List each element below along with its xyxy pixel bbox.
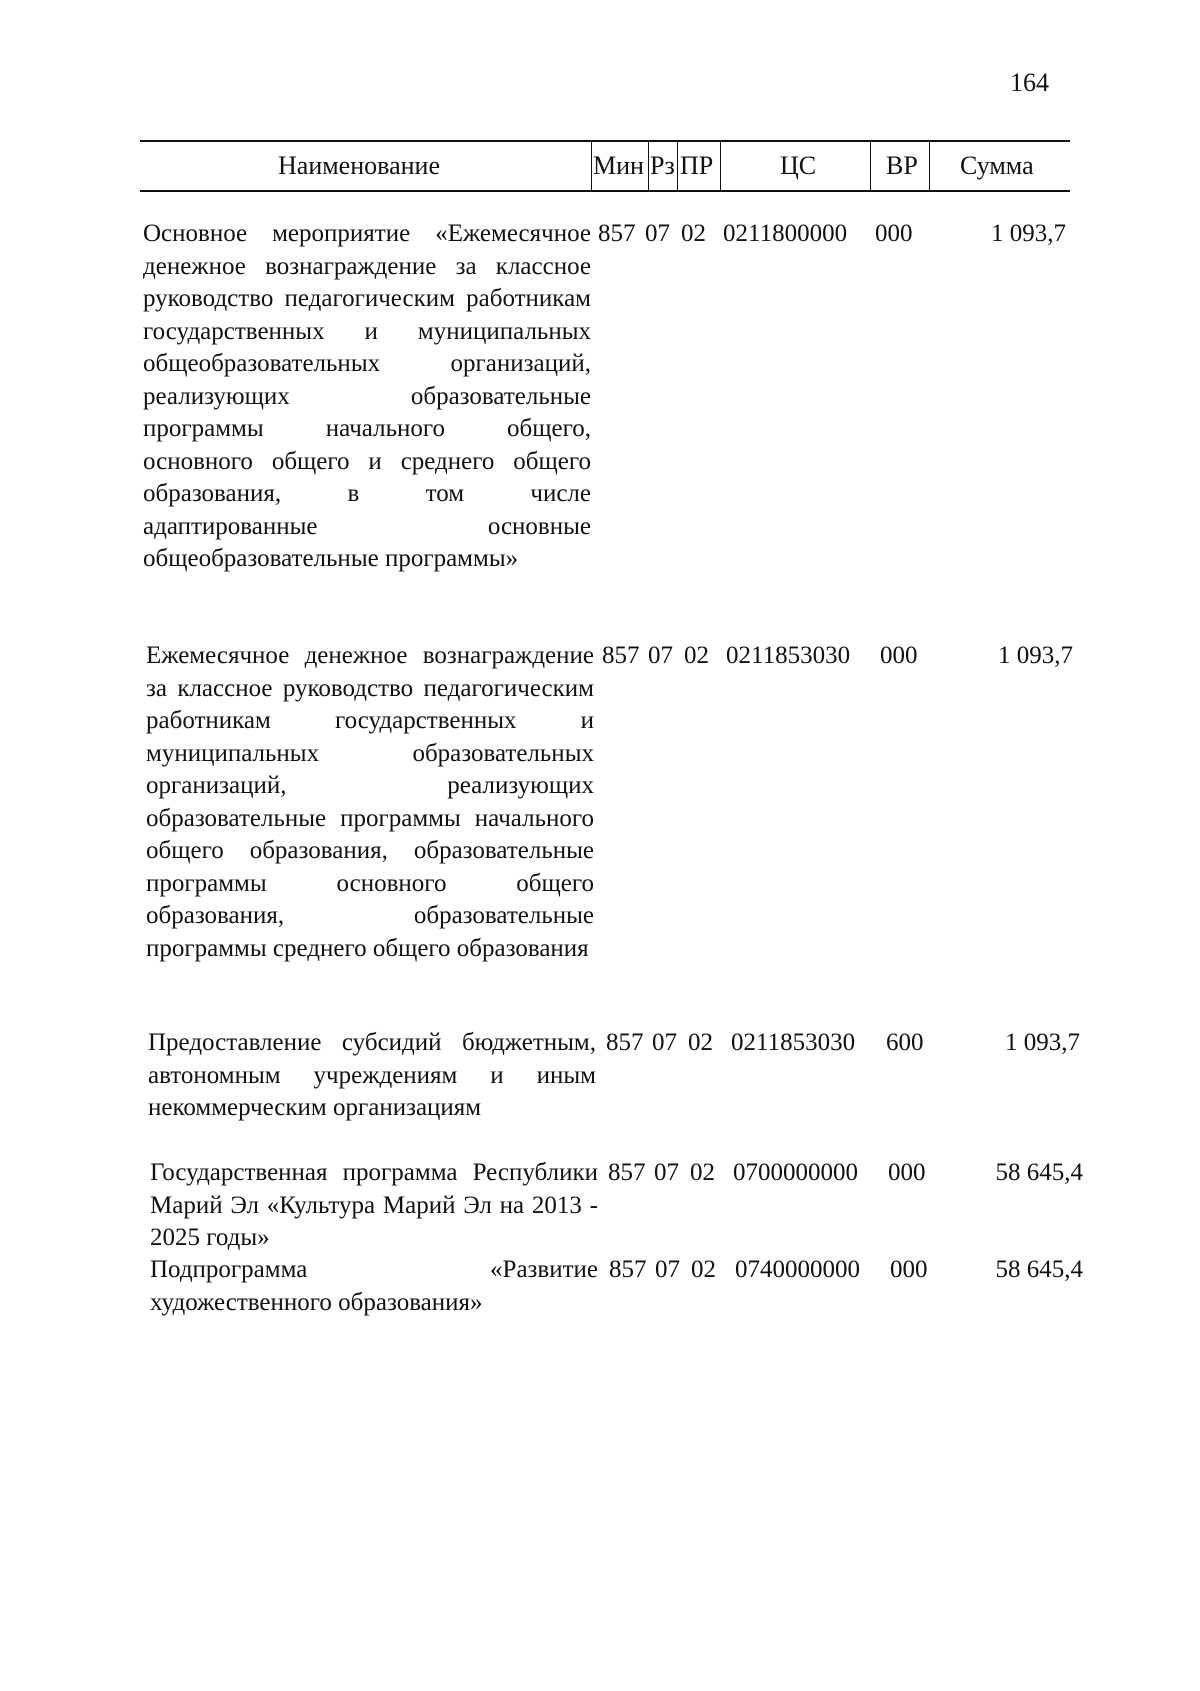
row-name: Государственная программа Республики Марий Эл «Культура Марий Эл на 2013 - 2025 годы» <box>150 1159 598 1251</box>
row-rz: 07 <box>655 1256 680 1283</box>
column-divider <box>870 142 871 190</box>
row-pr: 02 <box>688 1029 713 1056</box>
row-min: 857 <box>609 1256 647 1283</box>
column-divider <box>677 142 678 190</box>
column-divider <box>591 142 592 190</box>
row-min: 857 <box>602 642 640 669</box>
row-min: 857 <box>606 1029 644 1056</box>
row-vr: 000 <box>875 220 913 247</box>
row-cs: 0740000000 <box>735 1256 860 1283</box>
row-rz: 07 <box>648 642 673 669</box>
row-name: Подпрограмма «Развитие художественного образования» <box>150 1256 598 1316</box>
row-min: 857 <box>598 220 636 247</box>
row-rz: 07 <box>652 1029 677 1056</box>
row-pr: 02 <box>681 220 706 247</box>
row-name: Предоставление субсидий бюджетным, автономным учреждениям и иным некоммерческим организациям <box>148 1029 596 1121</box>
row-vr: 600 <box>886 1029 924 1056</box>
header-name: Наименование <box>278 151 440 180</box>
column-divider <box>720 142 721 190</box>
page-number: 164 <box>1010 68 1049 97</box>
header-rz: Рз <box>650 151 675 180</box>
row-name: Ежемесячное денежное вознаграждение за классное руководство педагогическим работникам государственных и муниципальных образовательных организаций, реализующих образовательные программы начального общего образования, образовательные программы основного общего образования, образовательные программы среднего общего образования <box>146 642 594 962</box>
row-sum: 1 093,7 <box>1005 1029 1080 1056</box>
row-min: 857 <box>608 1159 646 1186</box>
row-cs: 0211800000 <box>723 220 848 247</box>
row-vr: 000 <box>890 1256 928 1283</box>
row-rz: 07 <box>645 220 670 247</box>
row-vr: 000 <box>880 642 918 669</box>
row-cs: 0211853030 <box>726 642 851 669</box>
row-sum: 1 093,7 <box>998 642 1073 669</box>
column-divider <box>648 142 649 190</box>
row-pr: 02 <box>690 1159 715 1186</box>
row-sum: 1 093,7 <box>991 220 1066 247</box>
column-divider <box>929 142 930 190</box>
row-cs: 0700000000 <box>733 1159 858 1186</box>
header-sum: Сумма <box>960 151 1034 180</box>
header-min: Мин <box>593 151 644 180</box>
row-name: Основное мероприятие «Ежемесячное денежное вознаграждение за классное руководство педагогическим работникам государственных и муниципальных общеобразовательных организаций, реализующих образовательные программы начального общего, основного общего и среднего общего образования, в том числе адаптированные основные общеобразовательные программы» <box>143 220 591 572</box>
row-sum: 58 645,4 <box>995 1159 1083 1186</box>
header-cs: ЦС <box>780 151 817 180</box>
row-pr: 02 <box>691 1256 716 1283</box>
header-vr: ВР <box>886 151 918 180</box>
row-vr: 000 <box>888 1159 926 1186</box>
row-pr: 02 <box>684 642 709 669</box>
row-cs: 0211853030 <box>731 1029 856 1056</box>
table-header <box>140 140 1070 192</box>
row-sum: 58 645,4 <box>995 1256 1083 1283</box>
row-rz: 07 <box>654 1159 679 1186</box>
header-pr: ПР <box>680 151 714 180</box>
